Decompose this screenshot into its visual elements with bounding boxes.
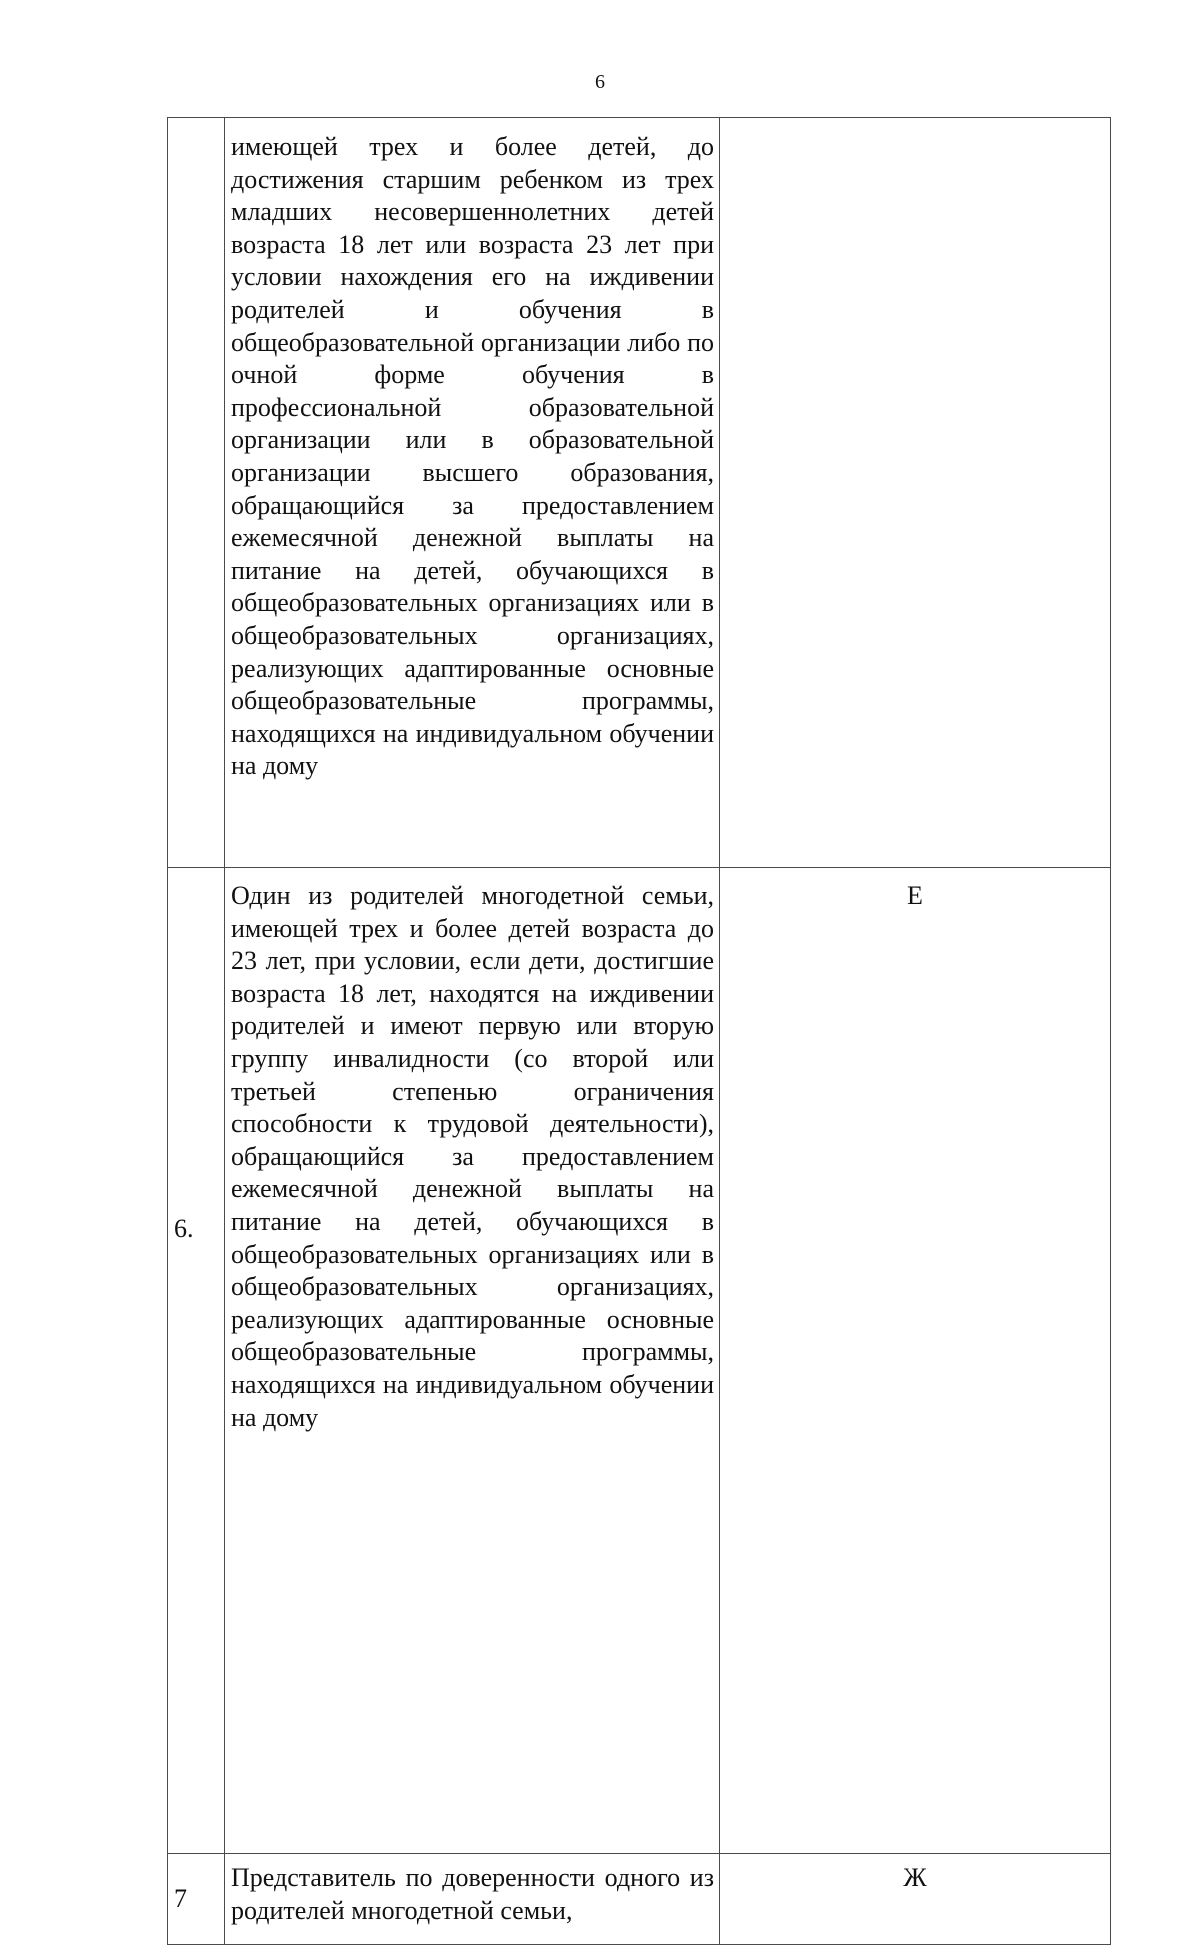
row-number-cell: 6.	[168, 868, 225, 1854]
table-row	[168, 868, 1111, 1854]
row-description-cell	[225, 868, 720, 1854]
table-row	[168, 1854, 1111, 1945]
row-description-text: Представитель по доверенности одного из родителей многодетной семьи,	[231, 1863, 714, 1925]
row-description-cell	[225, 1854, 720, 1945]
row-number-cell: 7	[168, 1854, 225, 1945]
row-code-cell: Ж	[720, 1854, 1111, 1945]
row-description-text: Один из родителей многодетной семьи, имеющей трех и более детей возраста до 23 лет, при условии, если дети, достигшие возраста 18 лет, находятся на иждивении родителей и имеют первую или вторую группу инвалидности (со второй или третьей степенью ограничения способности к трудовой деятельности), обращающийся за предоставлением ежемесячной денежной выплаты на питание на детей, обучающихся в общеобразовательных организациях или в общеобразовательных организациях, реализующих адаптированные основные общеобразовательные программы, находящихся на индивидуальном обучении на дому	[231, 881, 714, 1432]
document-table	[167, 117, 1111, 1945]
row-code-cell	[720, 118, 1111, 868]
row-description-cell	[225, 118, 720, 868]
row-code-cell: Е	[720, 868, 1111, 1854]
table-row	[168, 118, 1111, 868]
row-description-text: имеющей трех и более детей, до достижения старшим ребенком из трех младших несовершеннолетних детей возраста 18 лет или возраста 23 лет при условии нахождения его на иждивении родителей и обучения в общеобразовательной организации либо по очной форме обучения в профессиональной образовательной организации или в образовательной организации высшего образования, обращающийся за предоставлением ежемесячной денежной выплаты на питание на детей, обучающихся в общеобразовательных организациях или в общеобразовательных организациях, реализующих адаптированные основные общеобразовательные программы, находящихся на индивидуальном обучении на дому	[231, 132, 714, 781]
page-number: 6	[595, 71, 605, 93]
row-number-cell	[168, 118, 225, 868]
